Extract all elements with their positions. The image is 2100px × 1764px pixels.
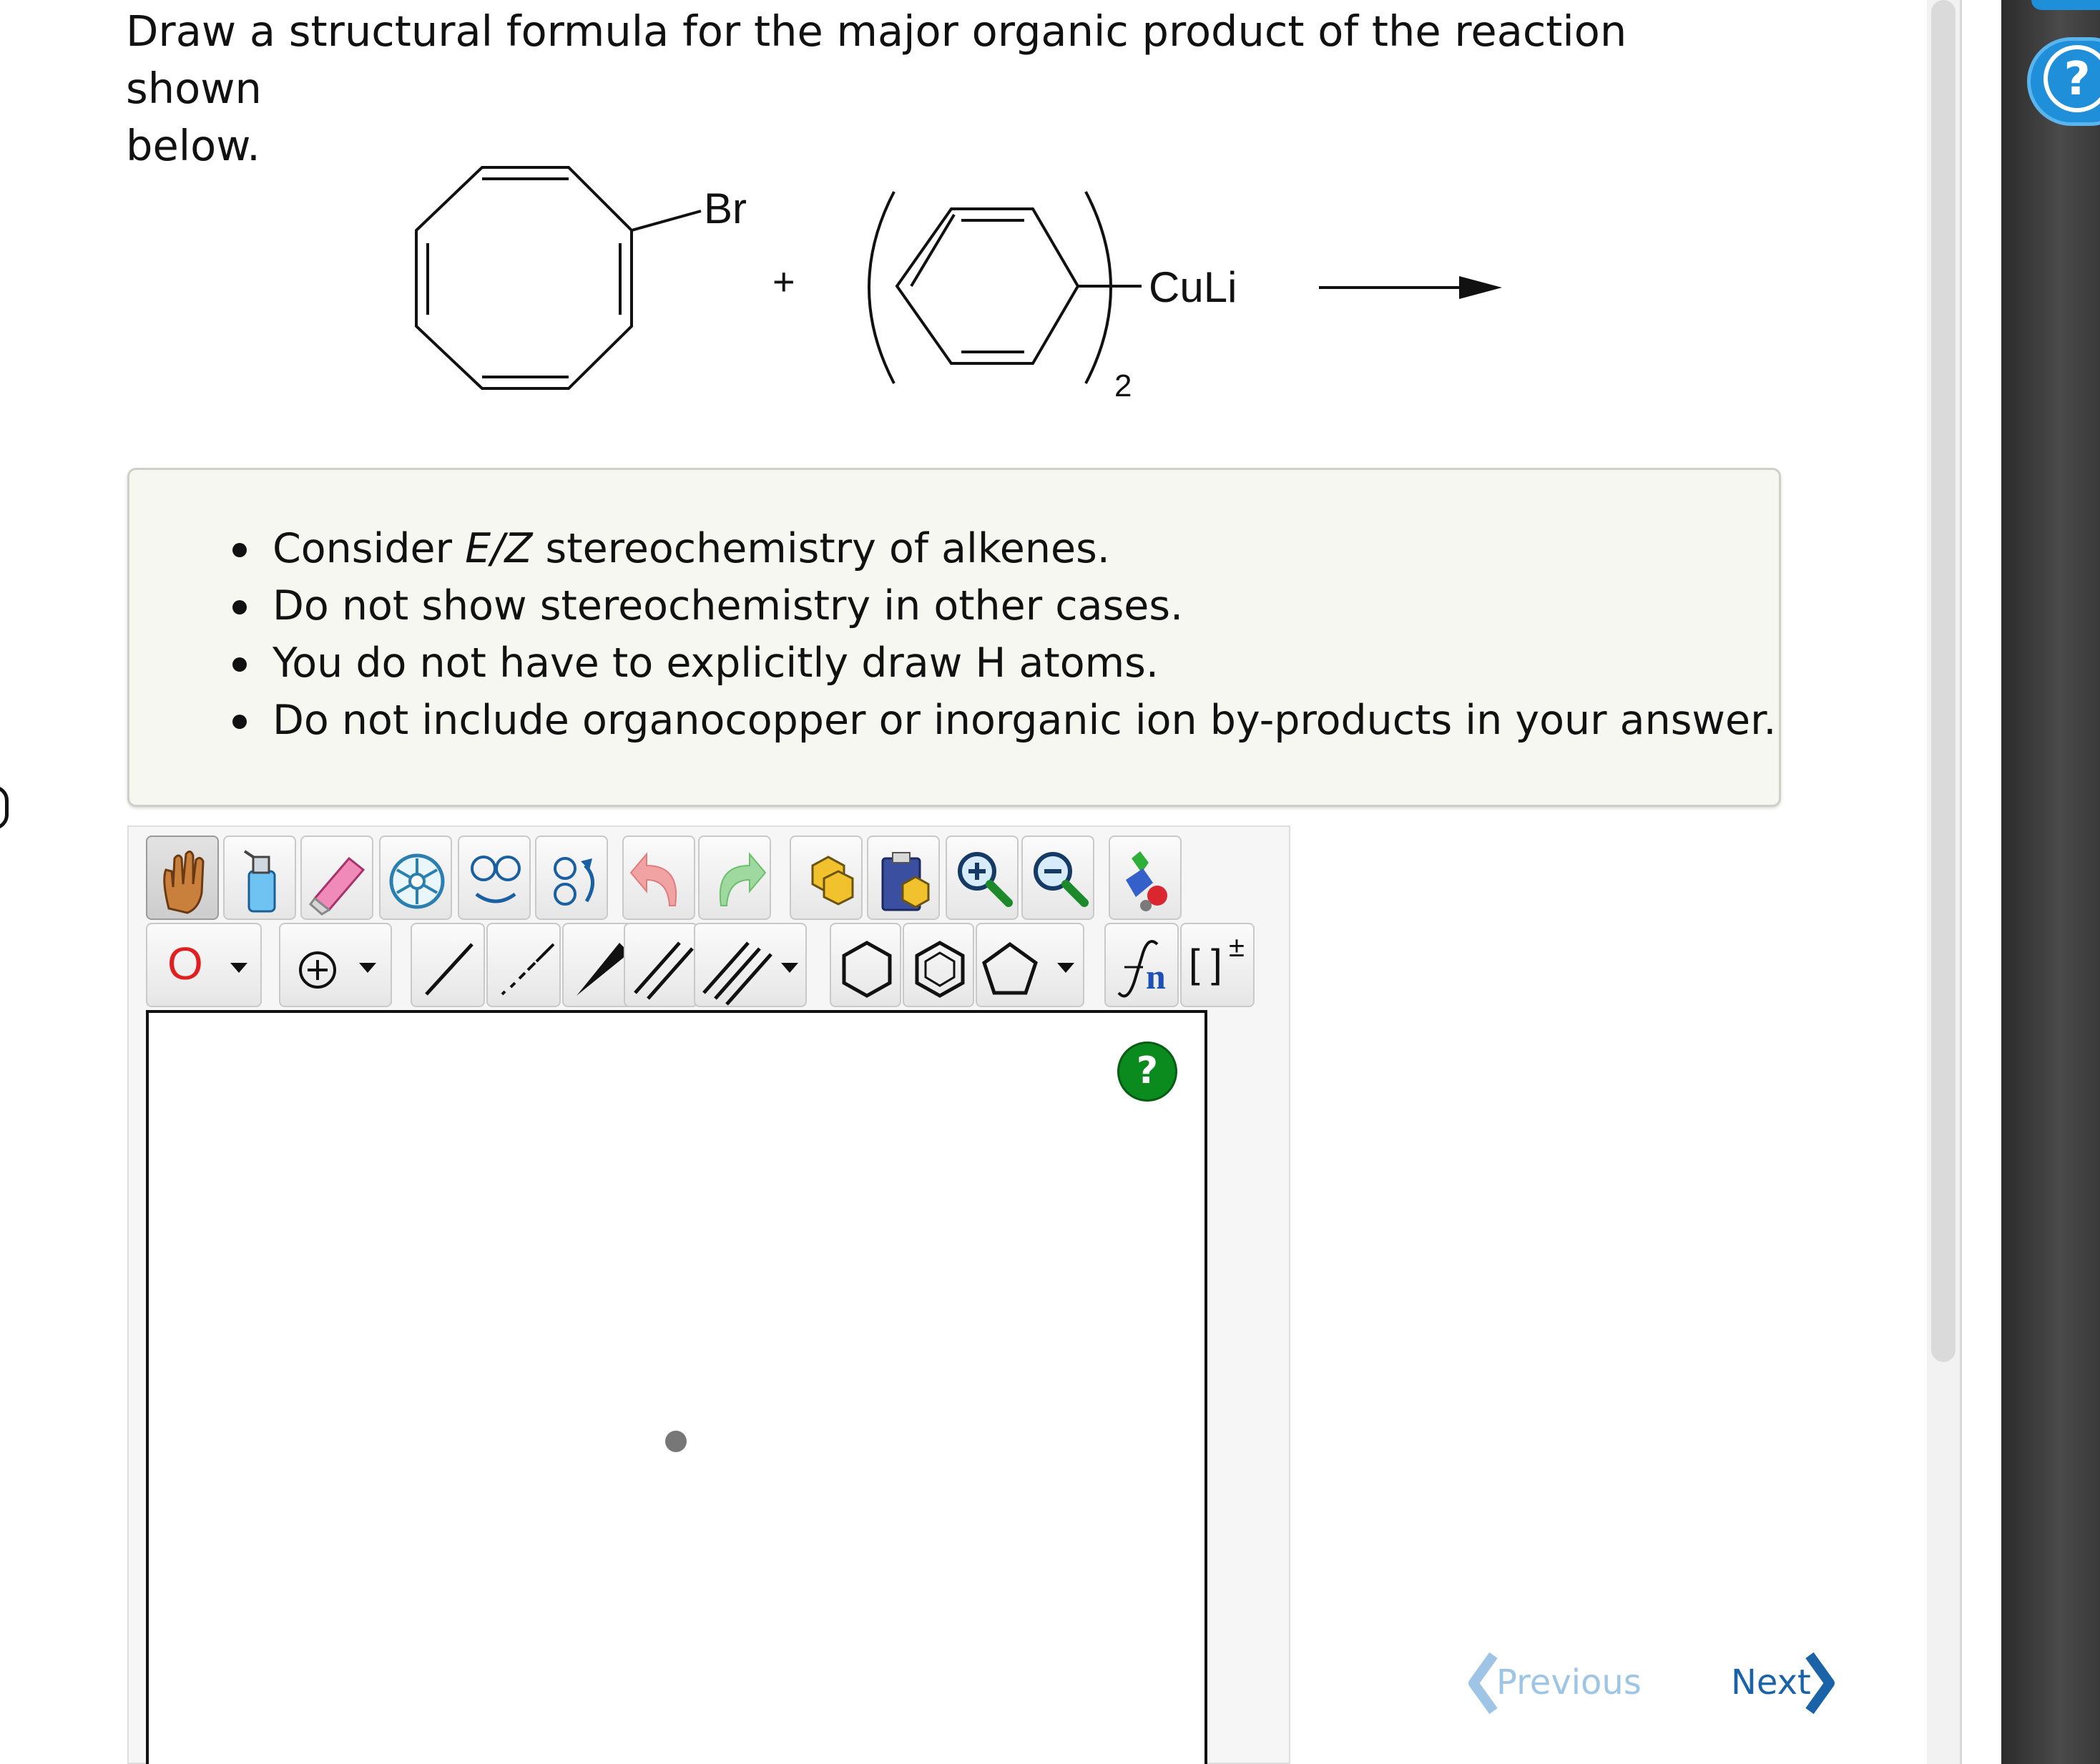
zoom-in-button[interactable]: [946, 836, 1019, 920]
paste-button[interactable]: [867, 836, 940, 920]
redo-button[interactable]: [698, 836, 771, 920]
hexagon-icon: [831, 924, 903, 1009]
left-edge-handle[interactable]: [0, 785, 9, 830]
canvas-help-button[interactable]: ?: [1117, 1042, 1177, 1102]
spray-bottle-icon: [225, 837, 298, 921]
charge-selector[interactable]: [279, 923, 392, 1007]
triple-bond-icon: [695, 924, 808, 1009]
ez-emphasis: E/Z: [465, 525, 533, 572]
cyclohexane-button[interactable]: [830, 923, 901, 1007]
triple-bond-button[interactable]: [694, 923, 807, 1007]
copy-icon: [791, 837, 864, 921]
bromine-label: Br: [704, 185, 747, 232]
sgroup-icon: [1106, 924, 1180, 1009]
copy-button[interactable]: [790, 836, 863, 920]
question-line-2: below.: [126, 121, 260, 170]
paste-icon: [868, 837, 941, 921]
instruction-item: Do not show stereochemistry in other cases.: [273, 577, 1776, 634]
pentagon-selector[interactable]: [976, 923, 1084, 1007]
double-bond-button[interactable]: [624, 923, 698, 1007]
reagent-label: CuLi: [1149, 263, 1237, 311]
color-tool-button[interactable]: [1109, 836, 1182, 920]
instructions-box: [127, 468, 1781, 807]
single-bond-icon: [412, 924, 486, 1009]
canvas-cursor-dot: [665, 1431, 687, 1452]
atom-selector[interactable]: [146, 923, 262, 1007]
instructions-list: [129, 520, 1776, 749]
atom-selector-value: O: [167, 938, 203, 989]
color-icon: [1110, 837, 1183, 921]
charge-plus-icon: [280, 924, 393, 1009]
sgroup-button[interactable]: [1104, 923, 1179, 1007]
hashed-bond-button[interactable]: [486, 923, 561, 1007]
clean-structure-button[interactable]: [458, 836, 531, 920]
drawing-canvas[interactable]: [146, 1010, 1207, 1764]
zoom-out-button[interactable]: [1021, 836, 1094, 920]
sgroup-letter: n: [1146, 956, 1166, 996]
bracket-charge-button[interactable]: [1180, 923, 1255, 1007]
benzene-icon: [904, 924, 976, 1009]
panel-divider: [1960, 0, 2001, 1764]
question-line-1: Draw a structural formula for the major organic product of the reaction shown: [126, 6, 1627, 113]
phenyl-group-structure: [869, 192, 1142, 383]
help-icon: ?: [2043, 45, 2100, 112]
hashed-bond-icon: [488, 924, 562, 1009]
hand-tool-button[interactable]: [146, 836, 219, 920]
reagent-subscript: 2: [1114, 368, 1132, 403]
single-bond-button[interactable]: [411, 923, 485, 1007]
side-panel-tab[interactable]: [2031, 0, 2100, 10]
instruction-item: Consider E/Z stereochemistry of alkenes.: [273, 520, 1776, 577]
zoom-out-icon: [1023, 837, 1096, 921]
eraser-tool-button[interactable]: [300, 836, 373, 920]
zoom-in-icon: [947, 837, 1020, 921]
chevron-right-icon: [1801, 1651, 1844, 1715]
hand-icon: [147, 837, 220, 921]
side-panel: [2001, 0, 2100, 1764]
c-br-bond: [632, 211, 701, 230]
redo-icon: [700, 837, 772, 921]
template-tool-button[interactable]: [379, 836, 452, 920]
eraser-icon: [302, 837, 375, 921]
rotate-icon: [536, 837, 609, 921]
spray-tool-button[interactable]: [223, 836, 296, 920]
chevron-down-icon: [147, 924, 263, 1009]
cyclooctatetraene-structure: [416, 167, 701, 388]
rotate-structure-button[interactable]: [535, 836, 608, 920]
undo-icon: [624, 837, 697, 921]
instruction-item: Do not include organocopper or inorganic ion by-products in your answer.: [273, 692, 1776, 749]
bracket-charge-sup: ±: [1229, 931, 1245, 963]
instruction-item: You do not have to explicitly draw H atoms.: [273, 634, 1776, 692]
scrollbar-thumb[interactable]: [1931, 0, 1956, 1362]
benzene-button[interactable]: [903, 923, 974, 1007]
pentagon-icon: [977, 924, 1086, 1009]
plus-sign: +: [772, 260, 795, 303]
clean-icon: [459, 837, 532, 921]
reaction-arrow-icon: [1319, 276, 1502, 299]
chevron-left-icon: [1459, 1651, 1502, 1715]
next-label: Next: [1731, 1662, 1811, 1702]
bracket-charge-icon: [ ]: [1189, 941, 1222, 986]
double-bond-icon: [625, 924, 700, 1009]
template-icon: [381, 837, 453, 921]
previous-label: Previous: [1496, 1662, 1642, 1702]
undo-button[interactable]: [622, 836, 695, 920]
reaction-scheme: [0, 0, 1574, 429]
